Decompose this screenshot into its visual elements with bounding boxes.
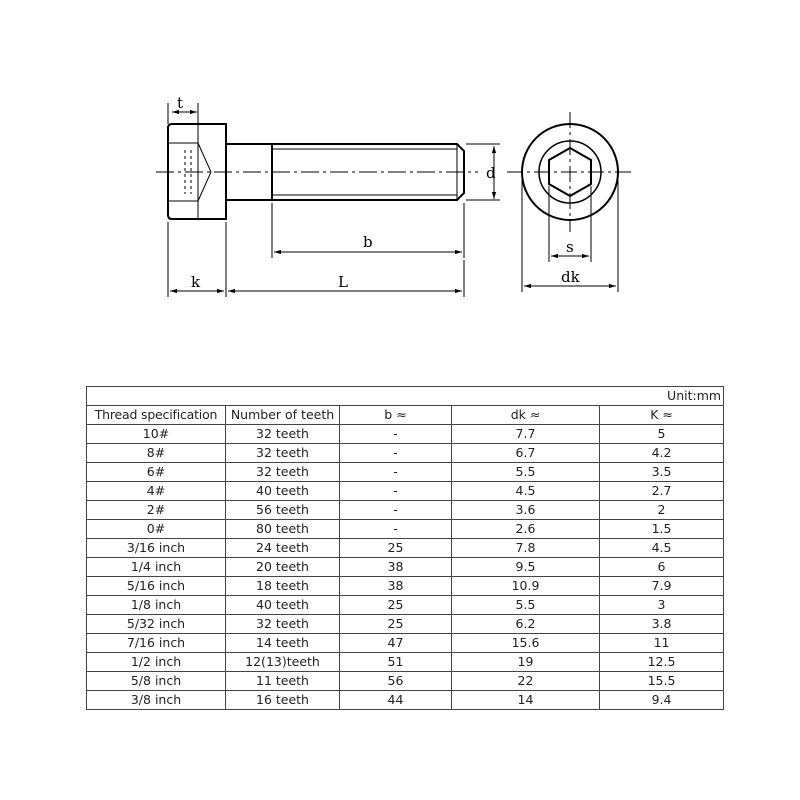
label-b: b xyxy=(363,233,373,251)
b-cell: 44 xyxy=(340,691,452,710)
table-row xyxy=(87,558,724,577)
thread-spec-cell: 4# xyxy=(87,482,226,501)
dk-cell: 6.7 xyxy=(452,444,600,463)
k-cell: 3.8 xyxy=(600,615,724,634)
b-cell: - xyxy=(340,482,452,501)
dk-cell: 14 xyxy=(452,691,600,710)
b-cell: 51 xyxy=(340,653,452,672)
dk-cell: 5.5 xyxy=(452,463,600,482)
teeth-cell: 32 teeth xyxy=(226,425,340,444)
k-cell: 11 xyxy=(600,634,724,653)
header-b: b ≈ xyxy=(340,406,452,425)
teeth-cell: 11 teeth xyxy=(226,672,340,691)
k-cell: 4.5 xyxy=(600,539,724,558)
table-row xyxy=(87,463,724,482)
specification-table xyxy=(86,386,724,710)
dk-cell: 7.8 xyxy=(452,539,600,558)
thread-spec-cell: 7/16 inch xyxy=(87,634,226,653)
thread-spec-cell: 5/16 inch xyxy=(87,577,226,596)
label-L: L xyxy=(338,273,348,291)
dk-cell: 7.7 xyxy=(452,425,600,444)
k-cell: 15.5 xyxy=(600,672,724,691)
thread-spec-cell: 10# xyxy=(87,425,226,444)
k-cell: 9.4 xyxy=(600,691,724,710)
teeth-cell: 14 teeth xyxy=(226,634,340,653)
dk-cell: 6.2 xyxy=(452,615,600,634)
unit-label: Unit:mm xyxy=(87,387,724,406)
dk-cell: 10.9 xyxy=(452,577,600,596)
thread-spec-cell: 5/8 inch xyxy=(87,672,226,691)
label-k: k xyxy=(191,273,201,291)
k-cell: 3 xyxy=(600,596,724,615)
table-row xyxy=(87,596,724,615)
table-row xyxy=(87,634,724,653)
teeth-cell: 20 teeth xyxy=(226,558,340,577)
b-cell: - xyxy=(340,501,452,520)
b-cell: 56 xyxy=(340,672,452,691)
header-row xyxy=(87,406,724,425)
dk-cell: 2.6 xyxy=(452,520,600,539)
k-cell: 2 xyxy=(600,501,724,520)
b-cell: 25 xyxy=(340,615,452,634)
k-cell: 7.9 xyxy=(600,577,724,596)
table-row xyxy=(87,653,724,672)
label-dk: dk xyxy=(561,268,580,286)
table-row xyxy=(87,444,724,463)
teeth-cell: 18 teeth xyxy=(226,577,340,596)
thread-spec-cell: 2# xyxy=(87,501,226,520)
b-cell: - xyxy=(340,425,452,444)
teeth-cell: 16 teeth xyxy=(226,691,340,710)
b-cell: 38 xyxy=(340,577,452,596)
dk-cell: 22 xyxy=(452,672,600,691)
thread-spec-cell: 0# xyxy=(87,520,226,539)
table-body xyxy=(87,425,724,710)
dk-cell: 9.5 xyxy=(452,558,600,577)
table-row xyxy=(87,577,724,596)
table-row xyxy=(87,539,724,558)
teeth-cell: 80 teeth xyxy=(226,520,340,539)
teeth-cell: 32 teeth xyxy=(226,463,340,482)
b-cell: - xyxy=(340,463,452,482)
k-cell: 1.5 xyxy=(600,520,724,539)
thread-spec-cell: 1/8 inch xyxy=(87,596,226,615)
teeth-cell: 32 teeth xyxy=(226,444,340,463)
dk-cell: 19 xyxy=(452,653,600,672)
table-row xyxy=(87,520,724,539)
b-cell: - xyxy=(340,444,452,463)
k-cell: 5 xyxy=(600,425,724,444)
k-cell: 4.2 xyxy=(600,444,724,463)
k-cell: 3.5 xyxy=(600,463,724,482)
screw-technical-drawing xyxy=(0,0,800,380)
label-s: s xyxy=(566,238,574,256)
thread-spec-cell: 8# xyxy=(87,444,226,463)
b-cell: - xyxy=(340,520,452,539)
b-cell: 25 xyxy=(340,596,452,615)
table-row xyxy=(87,672,724,691)
table-row xyxy=(87,691,724,710)
screw-end-view xyxy=(507,112,633,232)
label-d: d xyxy=(486,164,496,182)
k-cell: 2.7 xyxy=(600,482,724,501)
b-cell: 47 xyxy=(340,634,452,653)
thread-spec-cell: 6# xyxy=(87,463,226,482)
table-row xyxy=(87,482,724,501)
table-row xyxy=(87,615,724,634)
dk-cell: 4.5 xyxy=(452,482,600,501)
unit-row xyxy=(87,387,724,406)
teeth-cell: 56 teeth xyxy=(226,501,340,520)
teeth-cell: 40 teeth xyxy=(226,482,340,501)
table-row xyxy=(87,425,724,444)
header-dk: dk ≈ xyxy=(452,406,600,425)
table-row xyxy=(87,501,724,520)
label-t: t xyxy=(177,94,184,112)
thread-spec-cell: 5/32 inch xyxy=(87,615,226,634)
header-thread-specification: Thread specification xyxy=(87,406,226,425)
teeth-cell: 40 teeth xyxy=(226,596,340,615)
dk-cell: 15.6 xyxy=(452,634,600,653)
screw-side-view xyxy=(156,124,478,219)
k-cell: 12.5 xyxy=(600,653,724,672)
dk-cell: 3.6 xyxy=(452,501,600,520)
thread-spec-cell: 1/4 inch xyxy=(87,558,226,577)
thread-spec-cell: 1/2 inch xyxy=(87,653,226,672)
b-cell: 25 xyxy=(340,539,452,558)
header-number-of-teeth: Number of teeth xyxy=(226,406,340,425)
k-cell: 6 xyxy=(600,558,724,577)
teeth-cell: 12(13)teeth xyxy=(226,653,340,672)
dk-cell: 5.5 xyxy=(452,596,600,615)
thread-spec-cell: 3/16 inch xyxy=(87,539,226,558)
teeth-cell: 24 teeth xyxy=(226,539,340,558)
header-k: K ≈ xyxy=(600,406,724,425)
thread-spec-cell: 3/8 inch xyxy=(87,691,226,710)
teeth-cell: 32 teeth xyxy=(226,615,340,634)
dimension-k-L xyxy=(168,222,464,297)
b-cell: 38 xyxy=(340,558,452,577)
